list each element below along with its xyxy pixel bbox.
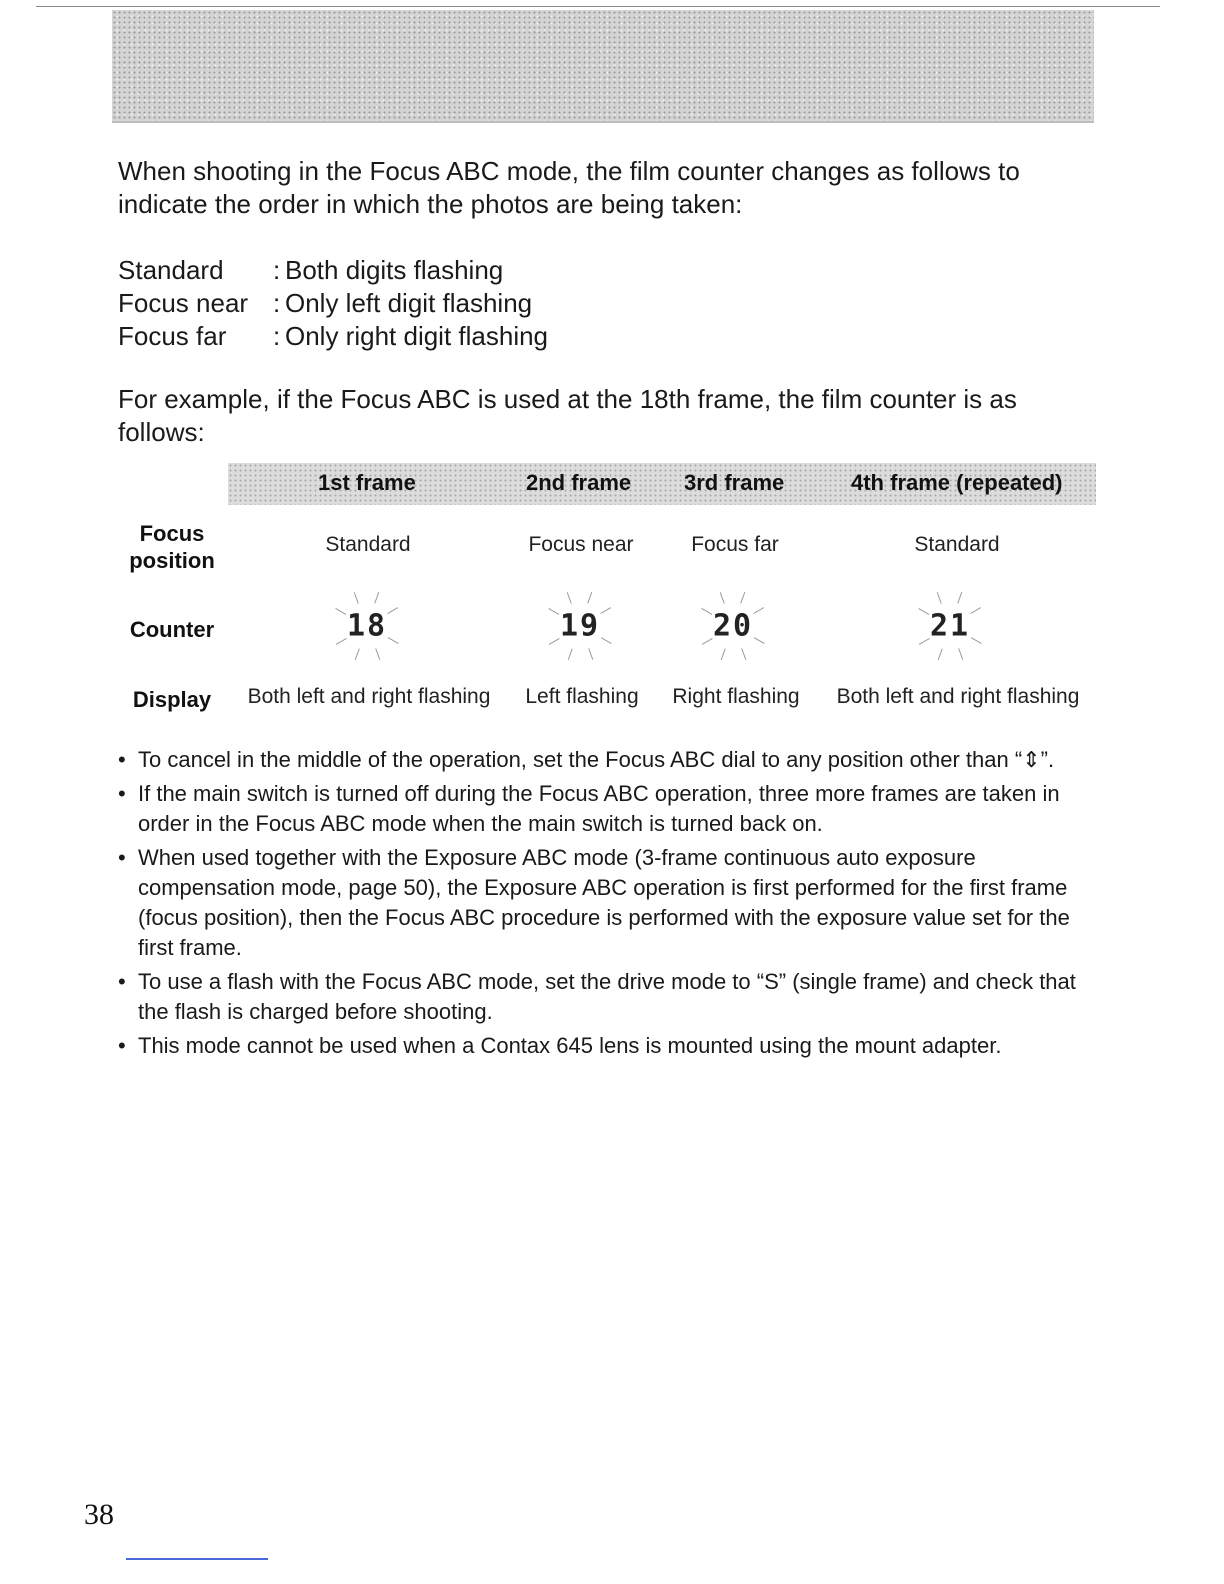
flash-ray-icon xyxy=(702,638,713,645)
focus-position-cell: Standard xyxy=(914,533,1000,556)
focus-position-cell: Standard xyxy=(325,533,411,556)
flash-ray-icon xyxy=(919,638,930,645)
note-item: • When used together with the Exposure ABC mode (3-frame continuous auto exposure compensation mode, page 50), the Exposure ABC operation is first performed for the first frame (focus position), then the Focus ABC procedure is performed with the exposure value set for the first frame. xyxy=(118,843,1108,963)
note-item: • This mode cannot be used when a Contax 645 lens is mounted using the mount adapter. xyxy=(118,1031,1108,1061)
flash-ray-icon xyxy=(375,648,380,660)
mode-separator: : xyxy=(273,255,281,285)
counter-left-digit: 2 xyxy=(712,608,733,644)
counter-left-digit: 1 xyxy=(346,608,367,644)
flash-ray-icon xyxy=(754,637,765,644)
flash-ray-icon xyxy=(918,608,929,615)
mode-name: Focus near xyxy=(118,288,249,318)
top-rule xyxy=(36,6,1160,7)
counter-right-digit: 8 xyxy=(367,608,388,644)
counter-right-digit: 0 xyxy=(733,608,754,644)
display-cell: Right flashing xyxy=(672,685,800,708)
flash-ray-icon xyxy=(568,649,573,661)
counter-right-digit: 9 xyxy=(580,608,601,644)
counter-display-3rd xyxy=(693,586,773,666)
mode-description: Both digits flashing xyxy=(285,255,504,285)
header-2nd-frame: 2nd frame xyxy=(526,470,632,495)
header-1st-frame: 1st frame xyxy=(318,470,416,495)
flash-ray-icon xyxy=(387,607,398,614)
counter-digits xyxy=(713,609,753,644)
header-band xyxy=(112,10,1094,122)
flash-ray-icon xyxy=(958,648,963,660)
mode-name: Focus far xyxy=(118,321,227,351)
mode-name: Standard xyxy=(118,255,224,285)
note-item: • To cancel in the middle of the operation, set the Focus ABC dial to any position other than “⇕”. xyxy=(118,745,1108,775)
focus-position-cell: Focus near xyxy=(528,533,634,556)
counter-display-1st xyxy=(327,586,407,666)
flash-ray-icon xyxy=(600,607,611,614)
mode-list xyxy=(118,254,548,353)
flash-ray-icon xyxy=(938,649,943,661)
mode-description: Only left digit flashing xyxy=(285,288,533,318)
flash-ray-icon xyxy=(741,648,746,660)
footer-rule xyxy=(126,1558,268,1560)
counter-digits xyxy=(560,609,600,644)
focus-position-cell: Focus far xyxy=(691,533,779,556)
mode-row-focus-near xyxy=(118,287,548,320)
mode-row-focus-far xyxy=(118,320,548,353)
note-item: • To use a flash with the Focus ABC mode, set the drive mode to “S” (single frame) and check that the flash is charged before shooting. xyxy=(118,967,1108,1027)
row-label-display: Display xyxy=(132,687,212,712)
flash-ray-icon xyxy=(937,592,942,604)
flash-ray-icon xyxy=(701,608,712,615)
counter-left-digit: 2 xyxy=(929,608,950,644)
header-3rd-frame: 3rd frame xyxy=(684,470,785,495)
flash-ray-icon xyxy=(720,592,725,604)
header-band-divider xyxy=(112,121,1094,123)
row-label-focus-position: Focus position xyxy=(129,521,215,573)
row-label-counter: Counter xyxy=(129,617,215,642)
mode-description: Only right digit flashing xyxy=(285,321,549,351)
display-cell: Both left and right flashing xyxy=(247,685,491,708)
counter-display-4th xyxy=(910,586,990,666)
flash-ray-icon xyxy=(548,608,559,615)
flash-ray-icon xyxy=(753,607,764,614)
display-cell: Both left and right flashing xyxy=(836,685,1080,708)
flash-ray-icon xyxy=(355,649,360,661)
flash-ray-icon xyxy=(336,638,347,645)
counter-digits xyxy=(347,609,387,644)
header-4th-frame: 4th frame (repeated) xyxy=(851,470,1063,495)
flash-ray-icon xyxy=(601,637,612,644)
flash-ray-icon xyxy=(354,592,359,604)
page-number: 38 xyxy=(84,1498,114,1531)
example-paragraph: For example, if the Focus ABC is used at the 18th frame, the film counter is as follows: xyxy=(118,384,1017,447)
flash-ray-icon xyxy=(567,592,572,604)
counter-right-digit: 1 xyxy=(950,608,971,644)
flash-ray-icon xyxy=(587,592,592,604)
counter-digits xyxy=(930,609,970,644)
note-item: • If the main switch is turned off during the Focus ABC operation, three more frames are taken in order in the Focus ABC mode when the main switch is turned back on. xyxy=(118,779,1108,839)
flash-ray-icon xyxy=(374,592,379,604)
flash-ray-icon xyxy=(957,592,962,604)
notes-list xyxy=(118,745,1108,1065)
flash-ray-icon xyxy=(971,637,982,644)
flash-ray-icon xyxy=(335,608,346,615)
mode-row-standard xyxy=(118,254,548,287)
flash-ray-icon xyxy=(588,648,593,660)
flash-ray-icon xyxy=(549,638,560,645)
intro-paragraph: When shooting in the Focus ABC mode, the film counter changes as follows to indicate the order in which the photos are being taken: xyxy=(118,156,1020,219)
flash-ray-icon xyxy=(721,649,726,661)
counter-display-2nd xyxy=(540,586,620,666)
mode-separator: : xyxy=(273,321,281,351)
display-cell: Left flashing xyxy=(525,685,639,708)
counter-left-digit: 1 xyxy=(559,608,580,644)
flash-ray-icon xyxy=(970,607,981,614)
flash-ray-icon xyxy=(740,592,745,604)
mode-separator: : xyxy=(273,288,281,318)
flash-ray-icon xyxy=(388,637,399,644)
